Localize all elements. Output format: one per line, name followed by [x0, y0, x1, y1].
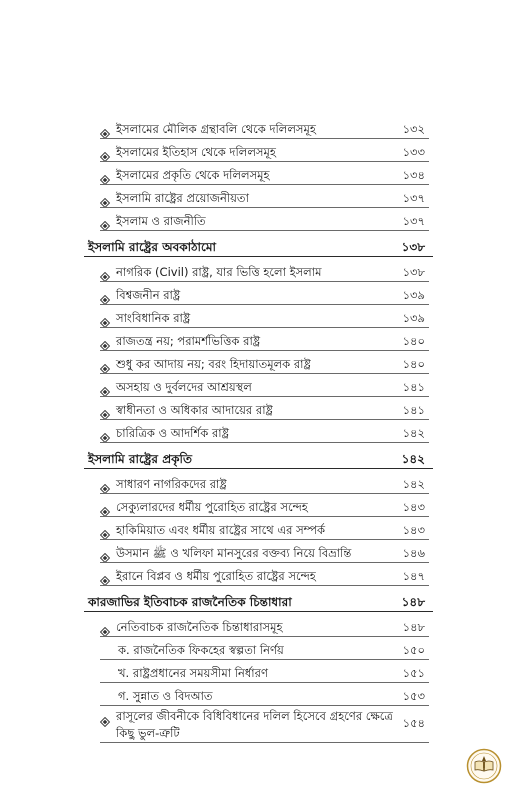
- toc-subentry[interactable]: [0, 685, 513, 707]
- toc-row-divider: [100, 742, 429, 743]
- diamond-bullet-icon: [100, 405, 110, 415]
- diamond-bullet-icon: [100, 313, 110, 323]
- toc-page-number: ১৪২: [402, 477, 425, 491]
- toc-entry-title: ইসলামি রাষ্ট্রের প্রয়োজনীয়তা: [116, 191, 249, 205]
- toc-row-divider: [100, 562, 429, 563]
- toc-row-divider: [100, 373, 429, 374]
- toc-page-number: ১৩৯: [402, 288, 425, 302]
- toc-page-number: ১৪১: [402, 403, 425, 417]
- toc-row-divider: [100, 184, 429, 185]
- toc-entry-title: সেক্যুলারদের ধর্মীয় পুরোহিত রাষ্ট্রের সন্দেহ: [116, 500, 308, 514]
- toc-row-divider: [100, 419, 429, 420]
- toc-entry-title: ইসলামি রাষ্ট্রের অবকাঠামো: [88, 240, 216, 254]
- diamond-bullet-icon: [100, 525, 110, 535]
- toc-page-number: ১৩৪: [402, 168, 425, 182]
- toc-entry[interactable]: [0, 519, 513, 541]
- toc-row-divider: [100, 636, 429, 637]
- toc-subentry[interactable]: [0, 639, 513, 661]
- toc-row-divider: [100, 493, 429, 494]
- toc-entry-title: শুধু কর আদায় নয়; বরং হিদায়াতমূলক রাষ্ট্র: [116, 357, 311, 371]
- toc-entry-title: ইসলামের প্রকৃতি থেকে দলিলসমূহ: [116, 168, 270, 182]
- toc-entry[interactable]: [0, 706, 513, 744]
- toc-entry[interactable]: [0, 261, 513, 283]
- diamond-bullet-icon: [100, 170, 110, 180]
- toc-entry-title: কারজাভির ইতিবাচক রাজনৈতিক চিন্তাধারা: [88, 595, 292, 609]
- toc-entry-title: হাকিমিয়াত এবং ধর্মীয় রাষ্ট্রের সাথে এর সম্পর্ক: [116, 523, 326, 537]
- toc-page-number: ১৩৭: [402, 191, 425, 205]
- diamond-bullet-icon: [100, 336, 110, 346]
- diamond-bullet-icon: [100, 548, 110, 558]
- toc-entry-title: ক. রাজনৈতিক ফিকহের স্বল্পতা নির্ণয়: [118, 643, 284, 657]
- toc-section-heading[interactable]: [0, 236, 513, 258]
- diamond-bullet-icon: [100, 428, 110, 438]
- toc-entry-title: ইরানে বিপ্লব ও ধর্মীয় পুরোহিত রাষ্ট্রের সন্দেহ: [116, 569, 316, 583]
- toc-row-divider: [100, 281, 429, 282]
- toc-row-divider: [84, 468, 433, 469]
- toc-page-number: ১৪১: [402, 380, 425, 394]
- toc-entry-title: বিশ্বজনীন রাষ্ট্র: [116, 288, 181, 302]
- toc-entry-title: স্বাধীনতা ও অধিকার আদায়ের রাষ্ট্র: [116, 403, 273, 417]
- toc-page-number: ১৪৭: [402, 569, 425, 583]
- diamond-bullet-icon: [100, 712, 110, 722]
- toc-entry[interactable]: [0, 118, 513, 140]
- toc-row-divider: [84, 611, 433, 612]
- toc-page-number: ১৪২: [402, 426, 425, 440]
- diamond-bullet-icon: [100, 382, 110, 392]
- toc-page-number: ১৪০: [402, 357, 425, 371]
- diamond-bullet-icon: [100, 479, 110, 489]
- toc-row-divider: [100, 682, 429, 683]
- toc-entry-title: ইসলামি রাষ্ট্রের প্রকৃতি: [88, 452, 192, 466]
- toc-section-heading[interactable]: [0, 591, 513, 613]
- toc-page-number: ১৪৬: [402, 546, 425, 560]
- diamond-bullet-icon: [100, 147, 110, 157]
- toc-page-number: ১৩৩: [402, 145, 425, 159]
- toc-page-number: ১৪৩: [402, 523, 425, 537]
- toc-row-divider: [100, 585, 429, 586]
- toc-page-number: ১৩৮: [402, 265, 425, 279]
- diamond-bullet-icon: [100, 290, 110, 300]
- toc-entry[interactable]: [0, 307, 513, 329]
- toc-page-number: ১৩৭: [402, 214, 425, 228]
- toc-entry-title: ইসলামের ইতিহাস থেকে দলিলসমূহ: [116, 145, 276, 159]
- toc-entry[interactable]: [0, 376, 513, 398]
- toc-page-number: ১৩২: [402, 122, 425, 136]
- toc-page-number: ১৫০: [402, 643, 425, 657]
- toc-section-heading[interactable]: [0, 448, 513, 470]
- toc-entry[interactable]: [0, 565, 513, 587]
- toc-page-number: ১৫১: [402, 666, 425, 680]
- toc-entry[interactable]: [0, 164, 513, 186]
- diamond-bullet-icon: [100, 193, 110, 203]
- toc-entry-title: সাংবিধানিক রাষ্ট্র: [116, 311, 191, 325]
- toc-row-divider: [100, 396, 429, 397]
- toc-entry-title: রাজতন্ত্র নয়; পরামর্শভিত্তিক রাষ্ট্র: [116, 334, 261, 348]
- toc-entry[interactable]: [0, 353, 513, 375]
- toc-entry[interactable]: [0, 399, 513, 421]
- toc-entry-title: গ. সুন্নাত ও বিদআত: [118, 689, 213, 703]
- toc-row-divider: [100, 304, 429, 305]
- toc-entry[interactable]: [0, 187, 513, 209]
- toc-entry-title: নাগরিক (Civil) রাষ্ট্র, যার ভিত্তি হলো ইসলাম: [116, 265, 322, 279]
- toc-entry[interactable]: [0, 141, 513, 163]
- toc-page-number: ১৪৮: [401, 595, 425, 609]
- toc-page-number: ১৪০: [402, 334, 425, 348]
- toc-row-divider: [100, 161, 429, 162]
- toc-entry[interactable]: [0, 496, 513, 518]
- toc-page-number: ১৫৩: [402, 689, 425, 703]
- diamond-bullet-icon: [100, 359, 110, 369]
- diamond-bullet-icon: [100, 267, 110, 277]
- diamond-bullet-icon: [100, 622, 110, 632]
- toc-page-number: ১৪৩: [402, 500, 425, 514]
- toc-entry[interactable]: [0, 473, 513, 495]
- toc-row-divider: [100, 516, 429, 517]
- toc-row-divider: [84, 256, 433, 257]
- diamond-bullet-icon: [100, 124, 110, 134]
- toc-entry-title: রাসূলের জীবনীকে বিধিবিধানের দলিল হিসেবে গ্রহণের ক্ষেত্রে কিছু ভুল-ত্রুটি: [116, 709, 393, 740]
- toc-subentry[interactable]: [0, 662, 513, 684]
- toc-entry[interactable]: [0, 422, 513, 444]
- toc-entry-title: সাধারণ নাগরিকদের রাষ্ট্র: [116, 477, 227, 491]
- diamond-bullet-icon: [100, 216, 110, 226]
- toc-entry[interactable]: [0, 284, 513, 306]
- toc-entry-title: চারিত্রিক ও আদর্শিক রাষ্ট্র: [116, 426, 229, 440]
- diamond-bullet-icon: [100, 502, 110, 512]
- toc-row-divider: [100, 442, 429, 443]
- toc-row-divider: [100, 327, 429, 328]
- toc-row-divider: [100, 350, 429, 351]
- toc-entry-title: ইসলামের মৌলিক গ্রন্থাবলি থেকে দলিলসমূহ: [116, 122, 316, 136]
- diamond-bullet-icon: [100, 571, 110, 581]
- toc-page-number: ১৪২: [401, 452, 425, 466]
- toc-row-divider: [100, 207, 429, 208]
- toc-page-number: ১৩৮: [401, 240, 425, 254]
- toc-entry-title: খ. রাষ্ট্রপ্রধানের সময়সীমা নির্ধারণ: [118, 666, 268, 680]
- toc-page-number: ১৫৪: [402, 716, 425, 730]
- toc-page-number: ১৪৮: [402, 620, 425, 634]
- toc-entry-title: উসমান ﷺ ও খলিফা মানসুরের বক্তব্য নিয়ে বিভ্রান্তি: [116, 546, 352, 560]
- toc-row-divider: [100, 230, 429, 231]
- toc-page-number: ১৩৯: [402, 311, 425, 325]
- toc-row-divider: [100, 539, 429, 540]
- toc-entry[interactable]: [0, 210, 513, 232]
- toc-entry-title: অসহায় ও দুর্বলদের আশ্রয়স্থল: [116, 380, 252, 394]
- toc-entry[interactable]: [0, 330, 513, 352]
- toc-entry-title: নেতিবাচক রাজনৈতিক চিন্তাধারাসমূহ: [116, 620, 283, 634]
- toc-entry-title: ইসলাম ও রাজনীতি: [116, 214, 206, 228]
- toc-row-divider: [100, 138, 429, 139]
- toc-entry[interactable]: [0, 542, 513, 564]
- toc-entry[interactable]: [0, 616, 513, 638]
- publisher-logo-icon: [466, 748, 502, 784]
- toc-row-divider: [100, 659, 429, 660]
